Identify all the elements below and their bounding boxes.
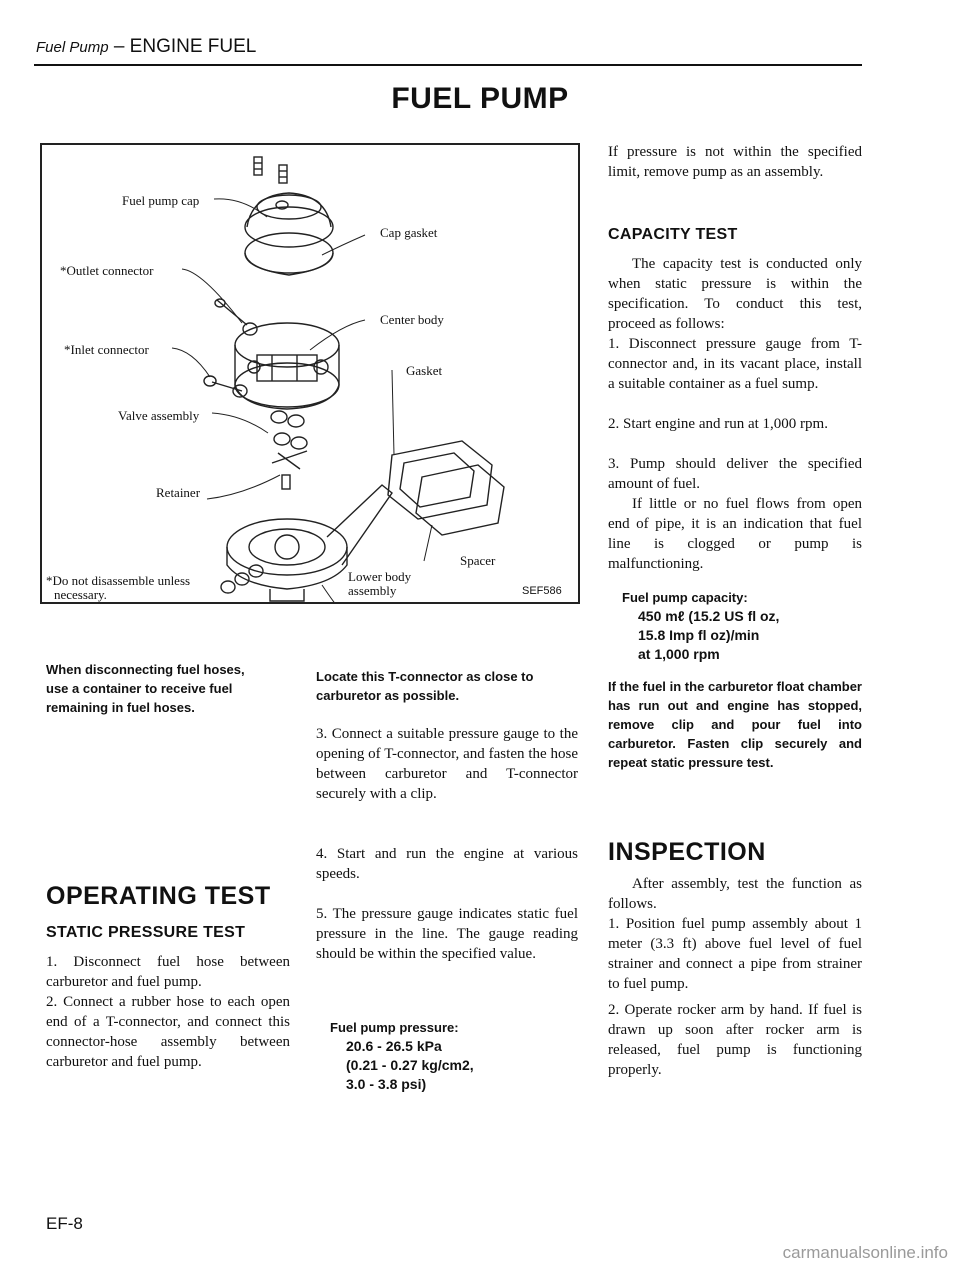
- heading-operating-test: OPERATING TEST: [46, 882, 271, 910]
- label-lower-body: Lower body: [348, 569, 412, 584]
- label-retainer: Retainer: [156, 485, 201, 500]
- capacity-step-1: 1. Disconnect pressure gauge from T-connector and, in its vacant place, install a suitable container as a fuel sump.: [608, 336, 862, 392]
- valve-assembly-part: [271, 411, 307, 449]
- capacity-intro: The capacity test is conducted only when static pressure is within the specification. To conduct this test, proceed as follows:: [608, 256, 862, 332]
- pressure-spec: [330, 1018, 570, 1094]
- header-dash: –: [108, 36, 130, 57]
- label-do-not-disassemble: *Do not disassemble unless: [46, 573, 191, 588]
- fuel-pump-cap: [245, 193, 333, 275]
- capacity-spec: [622, 588, 862, 664]
- cap-screw-1: [254, 157, 262, 175]
- fuel-pump-exploded-drawing: [42, 145, 578, 602]
- capacity-spec-imp: 15.8 Imp fl oz)/min: [638, 627, 760, 643]
- inspection-intro: After assembly, test the function as follows.: [608, 876, 862, 912]
- capacity-spec-ml: 450 mℓ (15.2 US fl oz,: [638, 608, 780, 624]
- label-inlet-connector: *Inlet connector: [64, 342, 149, 357]
- figure-code: SEF586: [522, 585, 562, 597]
- col3-intro: If pressure is not within the specified limit, remove pump as an assembly.: [608, 144, 862, 180]
- col2-note: Locate this T-connector as close to carburetor as possible.: [316, 669, 534, 703]
- header-rule: [34, 64, 862, 66]
- page-title: FUEL PUMP: [391, 82, 569, 115]
- pressure-spec-kpa: 20.6 - 26.5 kPa: [346, 1038, 442, 1054]
- pressure-spec-title: Fuel pump pressure:: [330, 1020, 459, 1035]
- capacity-spec-rpm: at 1,000 rpm: [638, 646, 720, 662]
- label-outlet-connector: *Outlet connector: [60, 263, 154, 278]
- label-necessary: necessary.: [54, 587, 107, 602]
- col2-step-4: 4. Start and run the engine at various speeds.: [316, 846, 578, 882]
- capacity-step-3: 3. Pump should deliver the specified amount of fuel.: [608, 456, 862, 492]
- capacity-spec-title: Fuel pump capacity:: [622, 590, 748, 605]
- watermark: carmanualsonline.info: [782, 1243, 948, 1262]
- cap-screw-2: [279, 165, 287, 183]
- header-section-italic: Fuel Pump: [36, 39, 109, 56]
- label-cap-gasket: Cap gasket: [380, 225, 438, 240]
- running-header: [36, 36, 256, 58]
- label-fuel-pump-cap: Fuel pump cap: [122, 193, 200, 208]
- col1-step-2: 2. Connect a rubber hose to each open end of a T-connector, and connect this connector-hose assembly between carburetor and fuel pump.: [46, 994, 290, 1070]
- retainer-part: [272, 451, 307, 489]
- page-number: EF-8: [46, 1214, 83, 1233]
- exploded-diagram-figure: [40, 143, 580, 604]
- heading-static-pressure-test: STATIC PRESSURE TEST: [46, 924, 246, 941]
- pressure-spec-psi: 3.0 - 3.8 psi): [346, 1076, 427, 1092]
- label-lower-body-assembly: assembly: [348, 583, 397, 598]
- gasket-spacer-part: [388, 441, 504, 535]
- heading-capacity-test: CAPACITY TEST: [608, 226, 738, 243]
- label-gasket: Gasket: [406, 363, 443, 378]
- capacity-step-2: 2. Start engine and run at 1,000 rpm.: [608, 416, 828, 432]
- heading-inspection: INSPECTION: [608, 838, 766, 866]
- col2-step-3: 3. Connect a suitable pressure gauge to the opening of T-connector, and fasten the hose between carburetor and T-connector securely with a clip.: [316, 726, 578, 802]
- inspection-step-2: 2. Operate rocker arm by hand. If fuel is drawn up soon after rocker arm is released, fuel pump is functioning properly.: [608, 1002, 862, 1078]
- col1-step-1: 1. Disconnect fuel hose between carburetor and fuel pump.: [46, 954, 290, 990]
- col3-note: If the fuel in the carburetor float chamber has run out and engine has stopped, remove clip and pour fuel into carburetor. Fasten clip securely and repeat static pressure test.: [608, 679, 862, 770]
- label-spacer: Spacer: [460, 553, 496, 568]
- pressure-spec-kgcm: (0.21 - 0.27 kg/cm2,: [346, 1057, 474, 1073]
- inspection-step-1: 1. Position fuel pump assembly about 1 meter (3.3 ft) above fuel level of fuel strainer and connect a pipe from strainer to fuel pump.: [608, 916, 862, 992]
- label-center-body: Center body: [380, 312, 444, 327]
- leader-lines: [172, 199, 432, 602]
- label-valve-assembly: Valve assembly: [118, 408, 200, 423]
- center-body-part: [235, 323, 339, 409]
- col2-step-5: 5. The pressure gauge indicates static fuel pressure in the line. The gauge reading should be within the specified value.: [316, 906, 578, 962]
- header-section: ENGINE FUEL: [129, 36, 257, 57]
- lower-washers: [221, 565, 263, 593]
- col1-note: When disconnecting fuel hoses, use a container to receive fuel remaining in fuel hoses.: [46, 662, 245, 715]
- capacity-step-3-note: If little or no fuel flows from open end of pipe, it is an indication that fuel line is clogged or pump is malfunctioning.: [608, 496, 862, 572]
